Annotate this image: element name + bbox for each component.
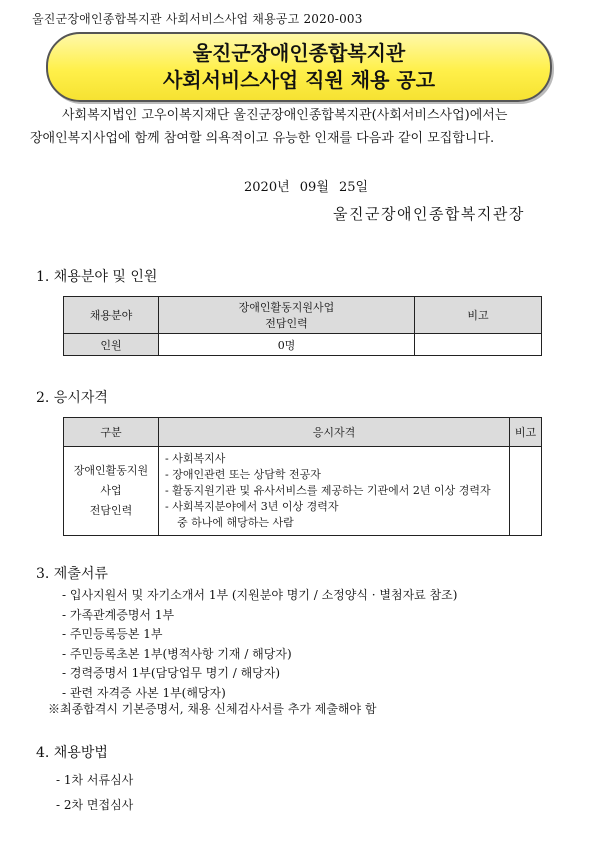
position-line-2: 전담인력 [265,317,308,330]
category-cell [64,447,159,536]
qualification-item: - 활동지원기관 및 유사서비스를 제공하는 기관에서 2년 이상 경력자 [165,484,491,497]
category-line-3: 전담인력 [89,504,133,517]
document-item: - 주민등록초본 1부(병적사항 기재 / 해당자) [62,646,292,661]
document-item: - 관련 자격증 사본 1부(해당자) [62,685,226,700]
intro-paragraph [30,104,578,150]
document-item: - 주민등록등본 1부 [62,627,163,641]
table-header-note: 비고 [510,418,542,447]
document-list [62,586,457,703]
qualification-item: - 장애인관련 또는 상담학 전공자 [165,468,321,481]
qualification-item: - 사회복지분야에서 3년 이상 경력자 [165,500,339,513]
headcount-value: 0명 [159,334,415,356]
row-label-headcount: 인원 [64,334,159,356]
category-line-1: 장애인활동지원 [73,464,149,477]
signer: 울진군장애인종합복지관장 [333,205,525,223]
title-line-1: 울진군장애인종합복지관 [192,41,406,65]
title-banner [46,32,552,102]
method-item: - 1차 서류심사 [56,773,134,787]
document-item: - 입사지원서 및 자기소개서 1부 (지원분야 명기 / 소정양식 · 별첨자료 참조) [62,588,458,602]
recruitment-table [63,296,542,356]
table-header-note: 비고 [415,297,542,334]
section-2-title: 2. 응시자격 [36,390,108,406]
table-header-position [159,297,415,334]
section-1-title: 1. 채용분야 및 인원 [36,269,158,285]
qualification-item: - 사회복지사 [165,452,226,465]
intro-line-1: 사회복지법인 고우이복지재단 울진군장애인종합복지관(사회서비스사업)에서는 [62,108,508,123]
qualification-cell [159,447,510,536]
intro-line-2: 장애인복지사업에 함께 참여할 의욕적이고 유능한 인재를 다음과 같이 모집합니다. [30,131,495,146]
document-item: - 가족관계증명서 1부 [62,607,175,622]
title-line-2: 사회서비스사업 직원 채용 공고 [162,68,436,92]
section-4-title: 4. 채용방법 [36,745,108,761]
table-header-field: 채용분야 [64,297,159,334]
method-item: - 2차 면접심사 [56,798,134,812]
qualification-note [510,447,542,536]
submission-note: ※최종합격시 기본증명서, 채용 신체검사서를 추가 제출해야 함 [48,702,377,716]
category-line-2: 사업 [100,484,122,497]
table-header-category: 구분 [64,418,159,447]
qualification-tail: 중 하나에 해당하는 사람 [177,516,294,529]
headcount-note [415,334,542,356]
announcement-date: 2020년 09월 25일 [244,180,369,195]
qualification-table [63,417,542,536]
table-header-qualification: 응시자격 [159,418,510,447]
document-header: 울진군장애인종합복지관 사회서비스사업 채용공고 2020-003 [32,12,363,26]
method-list [56,768,133,818]
section-3-title: 3. 제출서류 [36,566,108,582]
document-item: - 경력증명서 1부(담당업무 명기 / 해당자) [62,666,281,680]
position-line-1: 장애인활동지원사업 [238,301,335,314]
